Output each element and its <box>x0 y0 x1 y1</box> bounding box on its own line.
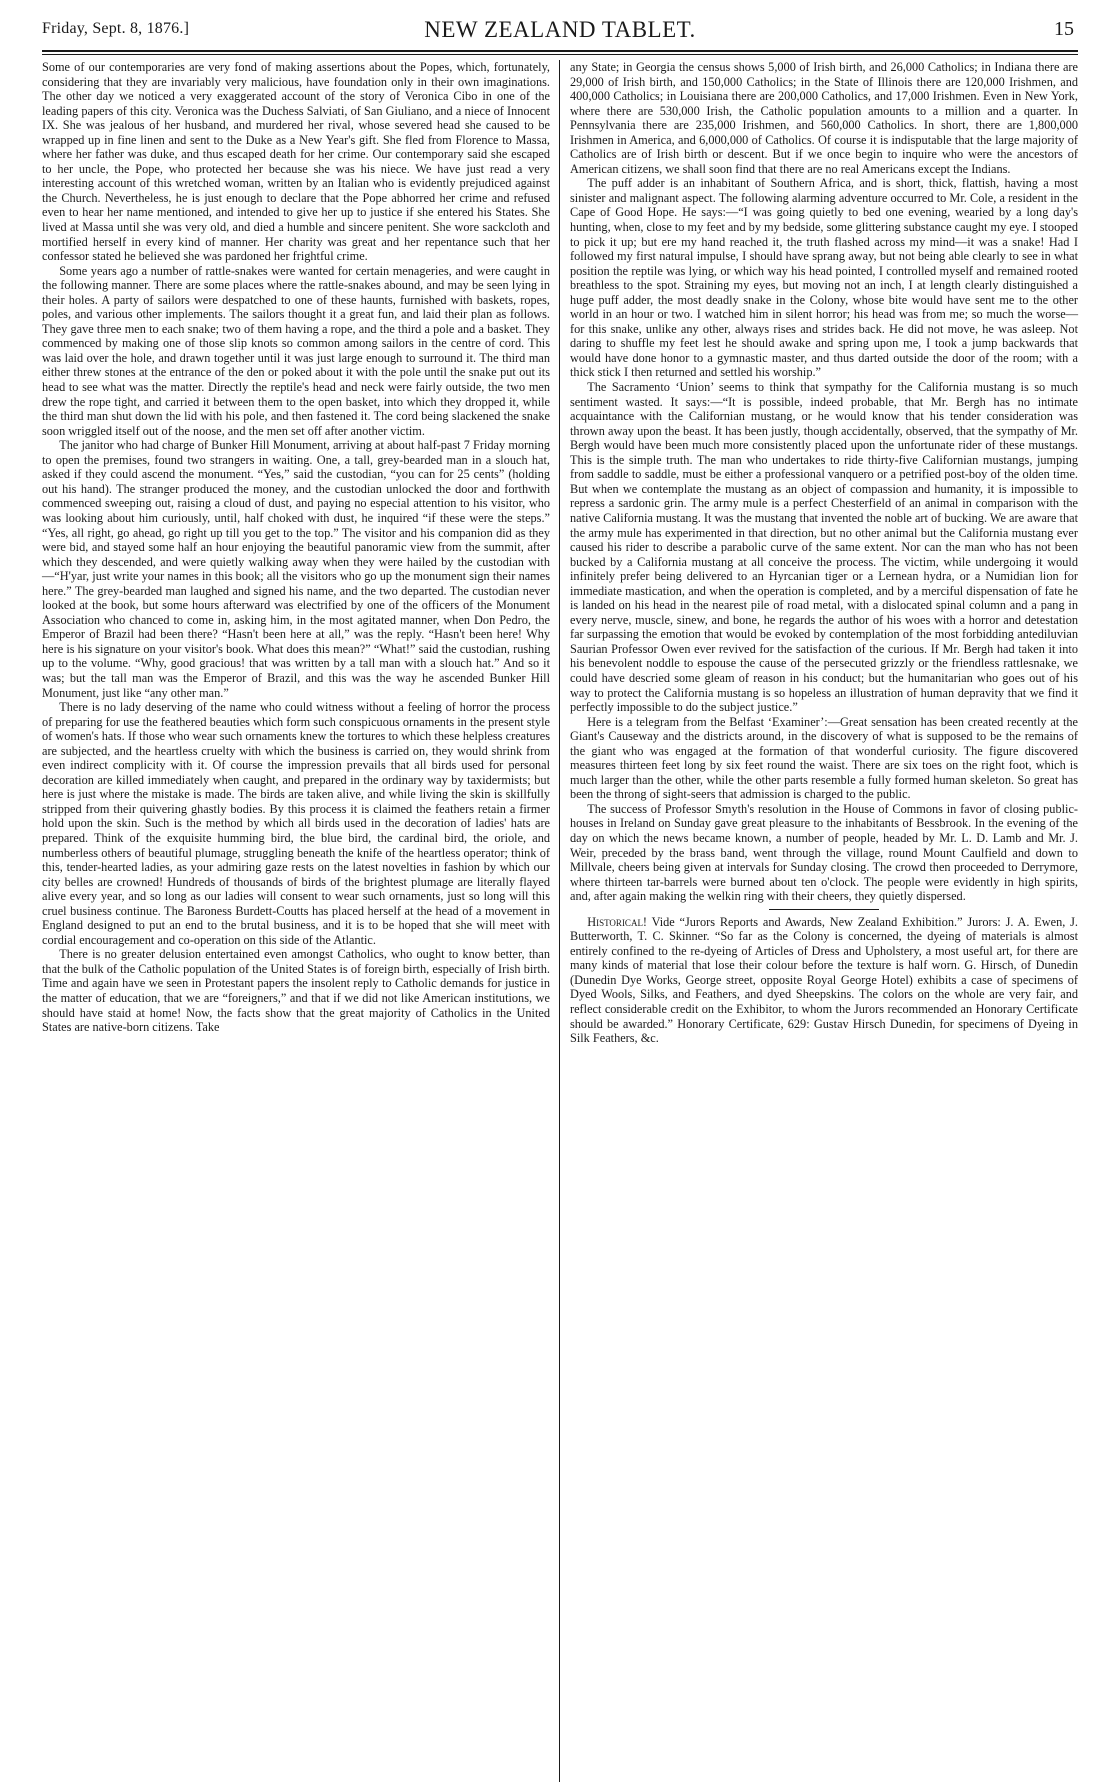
article-rattle-snakes: Some years ago a number of rattle-snakes were wanted for certain menageries, and were caught in the following manner. There are some places where the rattle-snakes abound, and may be seen lying in their holes. A party of sailors were despatched to one of these haunts, furnished with baskets, ropes, poles, and various other implements. The sailors thought it a great fun, and laid their plan as follows. They gave three men to each snake; two of them having a rope, and the third a pole and a basket. They commenced by making one of those slip knots so common among sailors in the centre of cord. This was laid over the hole, and drawn together until it was just large enough to surround it. The third man either threw stones at the entrance of the den or poked about it with the pole until the snake put out its head to see what was the matter. Directly the reptile's head and neck were fairly outside, the two men drew the rope tight, and carried it between them to the open basket, into which they dropped it, while the third man shut down the lid with his pole, and then fastened it. The cord being slackened the snake soon wriggled itself out of the noose, and the men set off after another victim. <box>42 263 550 438</box>
article-california-mustang: The Sacramento ‘Union’ seems to think that sympathy for the California mustang is so much sentiment wasted. It says:—“It is possible, indeed probable, that Mr. Bergh has no intimate acquaintance with the Californian mustang, or he would know that his tender consideration was thrown away upon the beast. It has been justly, though accidentally, observed, that the sympathy of Mr. Bergh would have been much more consistently placed upon the unfortunate rider of these mustangs. This is the simple truth. The man who undertakes to ride thirty-five Californian mustangs, jumping from saddle to saddle, must be either a professional vanquero or a petrified post-boy of the olden time. But when we contemplate the mustang as an object of compassion and humanity, it is impossible to repress a sardonic grin. The army mule is a perfect Chesterfield of an animal in comparison with the native California mustang. It was the mustang that invented the noble art of bucking. We are aware that the army mule has experimented in that direction, but no other animal but the California mustang ever caused his rider to describe a parabolic curve of the same extent. Nor can the man who has not been bucked by a California mustang at all conceive the process. The victim, while undergoing it would infinitely prefer being delivered to an Hyrcanian tiger or a Lernean hydra, or a Numidian lion for immediate mastication, and when the operation is completed, and by a merciful dispensation of fate he is landed on his head in the nearest pile of road metal, with a dislocated spinal column and a pang in every nerve, muscle, sinew, and bone, he regards the author of his woes with a horror and detestation far surpassing the emotion that would be evoked by contemplation of the most forbidding antediluvian Saurian Professor Owen ever revived for the satisfaction of the curious. If Mr. Bergh had taken it into his benevolent noddle to espouse the cause of the persecuted grizzly or the friendless rattlesnake, we could have descried some gleam of reason in his conduct; but the humanitarian who goes out of his way to protect the California mustang is so hopeless an illustration of human depravity that we find it perfectly impossible to do the subject justice.” <box>570 380 1078 715</box>
article-catholic-population: There is no greater delusion entertained even amongst Catholics, who ought to know better, than that the bulk of the Catholic population of the United States is of foreign birth, especially of Irish birth. Time and again have we seen in Protestant papers the insolent reply to Catholic demands for justice in the matter of education, that we are “foreigners,” and that if we did not like American institutions, we should have staid at home! Now, the facts show that the great majority of Catholics in the United States are native-born citizens. Take <box>42 947 550 1035</box>
advertisement-heading: Historical! <box>587 914 648 929</box>
masthead-rule <box>42 50 1078 55</box>
article-sunday-closing: The success of Professor Smyth's resolution in the House of Commons in favor of closing public-houses in Ireland on Sunday gave great pleasure to the inhabitants of Bessbrook. In the evening of the day on which the news became known, a number of people, headed by Mr. L. D. Lamb and Mr. J. Weir, preceded by the brass band, went through the village, round Mount Caulfield and down to Millvale, cheers being given at intervals for Sunday closing. The crowd then proceeded to Derrymore, where thirteen tar-barrels were burned about ten o'clock. The people were evidently in high spirits, and, after again making the welkin ring with their cheers, they quietly dispersed. <box>570 801 1078 904</box>
masthead <box>42 14 1078 50</box>
advertisement-text: Vide “Jurors Reports and Awards, New Zealand Exhibition.” Jurors: J. A. Ewen, J. Butterworth, T. C. Skinner. “So far as the Colony is concerned, the dyeing of materials is almost entirely confined to the re-dyeing of Articles of Dress and Upholstery, a most useful art, for there are many kinds of material that lose their colour before the texture is half worn. G. Hirsch, of Dunedin (Dunedin Dye Works, George street, opposite Royal George Hotel) exhibits a case of specimens of Dyed Wools, Silks, and Feathers, and dyed Sheepskins. The colors on the whole are very fair, and reflect considerable credit on the Exhibitor, to whom the Jurors recommended an Honorary Certificate should be awarded.” Honorary Certificate, 629: Gustav Hirsch Dunedin, for specimens of Dyeing in Silk Feathers, &c. <box>570 914 1078 1046</box>
page-number: 15 <box>1054 18 1074 40</box>
left-column <box>42 60 550 1035</box>
article-bunker-hill: The janitor who had charge of Bunker Hill Monument, arriving at about half-past 7 Friday morning to open the premises, found two strangers in waiting. One, a tall, grey-bearded man in a slouch hat, asked if they could ascend the monument. “Yes,” said the custodian, “you can for 25 cents” (holding out his hand). The stranger produced the money, and the custodian unlocked the door and forthwith commenced sweeping out, raising a cloud of dust, and paying no especial attention to his visitor, who was looking about him curiously, until, half choked with dust, he inquired “if these were the steps.” “Yes, all right, go ahead, go right up till you get to the top.” The visitor and his companion did as they were bid, and stayed some half an hour enjoying the beautiful panoramic view from the summit, after which they descended, and were quietly walking away when they were hailed by the custodian with—“H'yar, just write your names in this book; all the visitors who go up the monument sign their names here.” The grey-bearded man laughed and signed his name, and the two departed. The custodian never looked at the book, but some hours afterward was electrified by one of the officers of the Monument Association who chanced to come in, asking him, in the most agitated manner, when Don Pedro, the Emperor of Brazil had been there? “Hasn't been here at all,” was the reply. “Hasn't been here! Why here is his signature on your visitor's book. What does this mean?” “What!” said the custodian, rushing up to the volume. “Why, good gracious! that was written by a tall man with a slouch hat.” And so it was; but the tall man was the Emperor of Brazil, and this was the way he ascended Bunker Hill Monument, just like “any other man.” <box>42 438 550 700</box>
article-veronica-cibo: Some of our contemporaries are very fond of making assertions about the Popes, which, fortunately, considering that they are invariably very malicious, have foundation only in their own imaginations. The other day we noticed a very exaggerated account of the story of Veronica Cibo in one of the leading papers of this city. Veronica was the Duchess Salviati, of San Giuliano, and a niece of Innocent IX. She was jealous of her husband, and murdered her rival, whose severed head she caused to be wrapped up in fine linen and sent to the Duke as a New Year's gift. She fled from Florence to Massa, where her father was duke, and thus escaped death for her crime. Our contemporary said she escaped to her uncle, the Pope, who protected her because she was his niece. We have just read a very interesting account of this wretched woman, written by an Italian who is evidently prejudiced against the Church. Nevertheless, he is just enough to declare that the Pope abhorred her crime and refused even to hear her name mentioned, and intended to give her up to justice if she entered his States. She lived at Massa until she was very old, and died a humble and sincere penitent. She wore sackcloth and mortified herself in every kind of manner. Her charity was great and her repentance such that her confessor stated he believed she was pardoned her frightful crime. <box>42 60 550 264</box>
section-separator <box>769 909 879 910</box>
right-column <box>570 60 1078 1046</box>
newspaper-page <box>42 14 1078 1046</box>
article-giants-causeway: Here is a telegram from the Belfast ‘Examiner’:—Great sensation has been created recently at the Giant's Causeway and the districts around, in the discovery of what is supposed to be the remains of the giant who was engaged at the formation of that wonderful curiosity. The figure discovered measures thirteen feet long by six feet round the waist. There are six toes on the right foot, which is much larger than the other, while the other parts resemble a fully formed human skeleton. So great has been the throng of sight-seers that admission is charged to the public. <box>570 714 1078 802</box>
article-puff-adder: The puff adder is an inhabitant of Southern Africa, and is short, thick, flattish, having a most sinister and malignant aspect. The following alarming adventure occurred to Mr. Cole, a resident in the Cape of Good Hope. He says:—“I was going quietly to bed one evening, wearied by a long day's hunting, when, close to my feet and by my bedside, some glittering substance caught my eye. I stooped to pick it up; but ere my hand reached it, the truth flashed across my mind—it was a snake! Had I followed my first natural impulse, I should have sprang away, but not being able clearly to see in what position the reptile was lying, or which way his head pointed, I controlled myself and remained rooted breathless to the spot. Straining my eyes, but moving not an inch, I at length clearly distinguished a huge puff adder, the most deadly snake in the Colony, whose bite would have sent me to the other world in an hour or two. I watched him in silent horror; his head was from me; so much the worse—for this snake, unlike any other, always rises and strides back. He did not move, he was asleep. Not daring to shuffle my feet lest he should awake and spring upon me, I took a jump backwards that would have done honor to a gymnastic master, and thus darted outside the door of the room; with a thick stick I then returned and settled his worship.” <box>570 176 1078 380</box>
column-divider <box>559 60 560 1782</box>
advertisement-hirsch <box>570 915 1078 1046</box>
article-feathered-hats: There is no lady deserving of the name who could witness without a feeling of horror the process of preparing for use the feathered beauties which form such conspicuous ornaments in the present style of women's hats. If those who wear such ornaments knew the tortures to which these helpless creatures are subjected, and the heartless cruelty with which the business is carried on, they would shrink from even indirect complicity with it. Of course the impression prevails that all birds used for personal decoration are killed immediately when caught, and prepared in the ordinary way by taxidermists; but here is just where the mistake is made. The birds are taken alive, and while living the skin is skillfully stripped from their quivering ghastly bodies. By this process it is claimed the feathers retain a firmer hold upon the skin. Such is the method by which all birds used in the decoration of ladies' hats are prepared. Think of the exquisite humming bird, the blue bird, the cardinal bird, the oriole, and numberless others of beautiful plumage, struggling beneath the knife of the heartless operator; think of this, tender-hearted ladies, as your admiring gaze rests on the latest novelties in fashion by which our city belles are crowned! Hundreds of thousands of birds of the brightest plumage are literally flayed alive every year, and so long as our ladies will consent to wear such ornaments, just so long will this cruel business continue. The Baroness Burdett-Coutts has placed herself at the head of a movement in England designed to put an end to the brutal business, and it is to be hoped that she will meet with cordial encouragement and co-operation on this side of the Atlantic. <box>42 700 550 947</box>
issue-date: Friday, Sept. 8, 1876.] <box>42 20 190 37</box>
article-catholic-population-cont: any State; in Georgia the census shows 5,000 of Irish birth, and 26,000 Catholics; in Indiana there are 29,000 of Irish birth, and 150,000 Catholics; in the State of Illinois there are 120,000 Irishmen, and 400,000 Catholics; in Louisiana there are 200,000 Catholics, and 17,000 Irishmen. Even in New York, where there are 530,000 Irish, the Catholic population amounts to a million and a quarter. In Pennsylvania there are 235,000 Irishmen, and 560,000 Catholics. In short, there are 1,800,000 Irishmen in America, and 6,000,000 of Catholics. Of course it is indisputable that the large majority of Catholics are of Irish birth or descent. But if we once begin to inquire who were the ancestors of American citizens, we shall soon find that there are no real Americans except the Indians. <box>570 60 1078 176</box>
newspaper-title: NEW ZEALAND TABLET. <box>424 17 696 42</box>
